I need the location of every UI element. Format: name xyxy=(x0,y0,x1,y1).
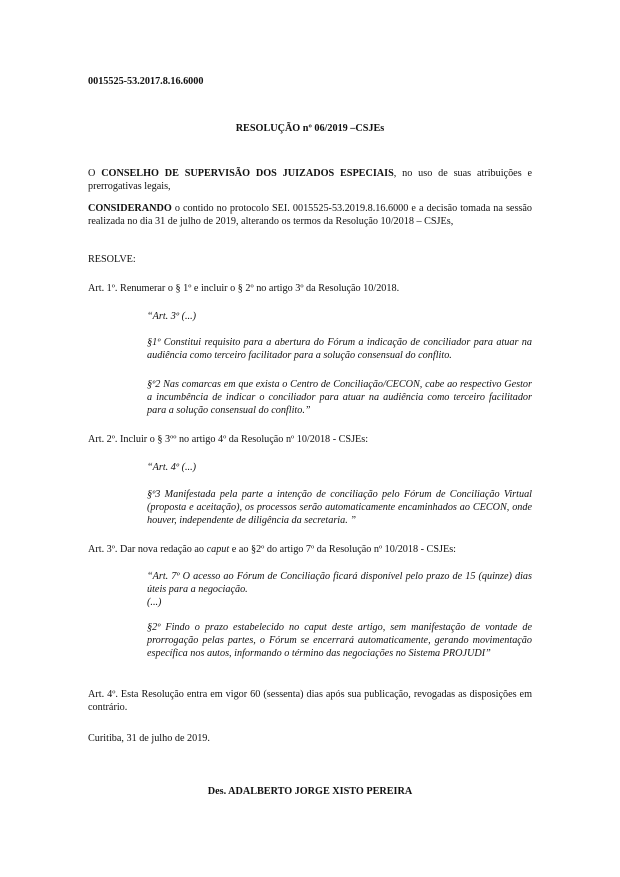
place-date: Curitiba, 31 de julho de 2019. xyxy=(88,733,210,744)
article-3 xyxy=(88,543,456,556)
preamble-considerando xyxy=(88,202,532,228)
resolve-label: RESOLVE: xyxy=(88,254,136,265)
article-3-quote-heading: “Art. 7º O acesso ao Fórum de Conciliação ficará disponível pelo prazo de 15 (quinze) dias úteis para a negociação. xyxy=(147,571,532,595)
article-2-quote-heading: “Art. 4º (...) xyxy=(147,462,197,473)
article-1-paragraph-2: §º2 Nas comarcas em que exista o Centro de Conciliação/CECON, cabe ao respectivo Gestor a incumbência de indicar o conciliador para atuar na audiência como terceiro facilitador para a solução consensual do conflito.” xyxy=(147,379,532,416)
article-1-paragraph-1: §1º Constitui requisito para a abertura do Fórum a indicação de conciliador para atuar na audiência como terceiro facilitador para a solução consensual do conflito. xyxy=(147,337,532,361)
council-prefix: O xyxy=(88,168,102,179)
article-1-quote-heading: “Art. 3º (...) xyxy=(147,311,197,322)
article-4: Art. 4º. Esta Resolução entra em vigor 60 (sessenta) dias após sua publicação, revogadas as disposições em contrário. xyxy=(88,689,532,713)
article-3-ellipsis: (...) xyxy=(147,597,162,608)
process-number: 0015525-53.2017.8.16.6000 xyxy=(88,76,204,87)
article-2: Art. 2º. Incluir o § 3ºº no artigo 4º da Resolução nº 10/2018 - CSJEs: xyxy=(88,434,369,445)
considerando-label: CONSIDERANDO xyxy=(88,203,172,214)
signature: Des. ADALBERTO JORGE XISTO PEREIRA xyxy=(207,786,413,797)
council-suffix: , no uso de suas atribuições e prerrogativas legais, xyxy=(88,168,533,192)
article-2-paragraph-3: §º3 Manifestada pela parte a intenção de conciliação pelo Fórum de Conciliação Virtual (proposta e aceitação), os processos serão automaticamente encaminhados ao CECON, onde houver, independente de diligência da secretaria. ” xyxy=(147,489,532,526)
article-3-caput: caput xyxy=(206,544,230,555)
considerando-text: o contido no protocolo SEI. 0015525-53.2019.8.16.6000 e a decisão tomada na sessão realizada no dia 31 de julho de 2019, alterando os termos da Resolução 10/2018 – CSJEs, xyxy=(88,203,532,227)
article-1: Art. 1º. Renumerar o § 1º e incluir o § 2º no artigo 3º da Resolução 10/2018. xyxy=(88,283,400,294)
preamble-council xyxy=(88,167,532,193)
resolution-title: RESOLUÇÃO nº 06/2019 –CSJEs xyxy=(235,123,385,134)
council-name: CONSELHO DE SUPERVISÃO DOS JUIZADOS ESPECIAIS xyxy=(101,168,394,179)
article-3-text-before: Art. 3º. Dar nova redação ao xyxy=(88,544,207,555)
article-3-text-after: e ao §2º do artigo 7º da Resolução nº 10/2018 - CSJEs: xyxy=(229,544,457,555)
article-3-paragraph-2: §2º Findo o prazo estabelecido no caput deste artigo, sem manifestação de vontade de prorrogação pelas partes, o Fórum se encerrará automaticamente, gerando movimentação específica nos autos, informando o término das negociações no Sistema PROJUDI” xyxy=(147,622,532,659)
